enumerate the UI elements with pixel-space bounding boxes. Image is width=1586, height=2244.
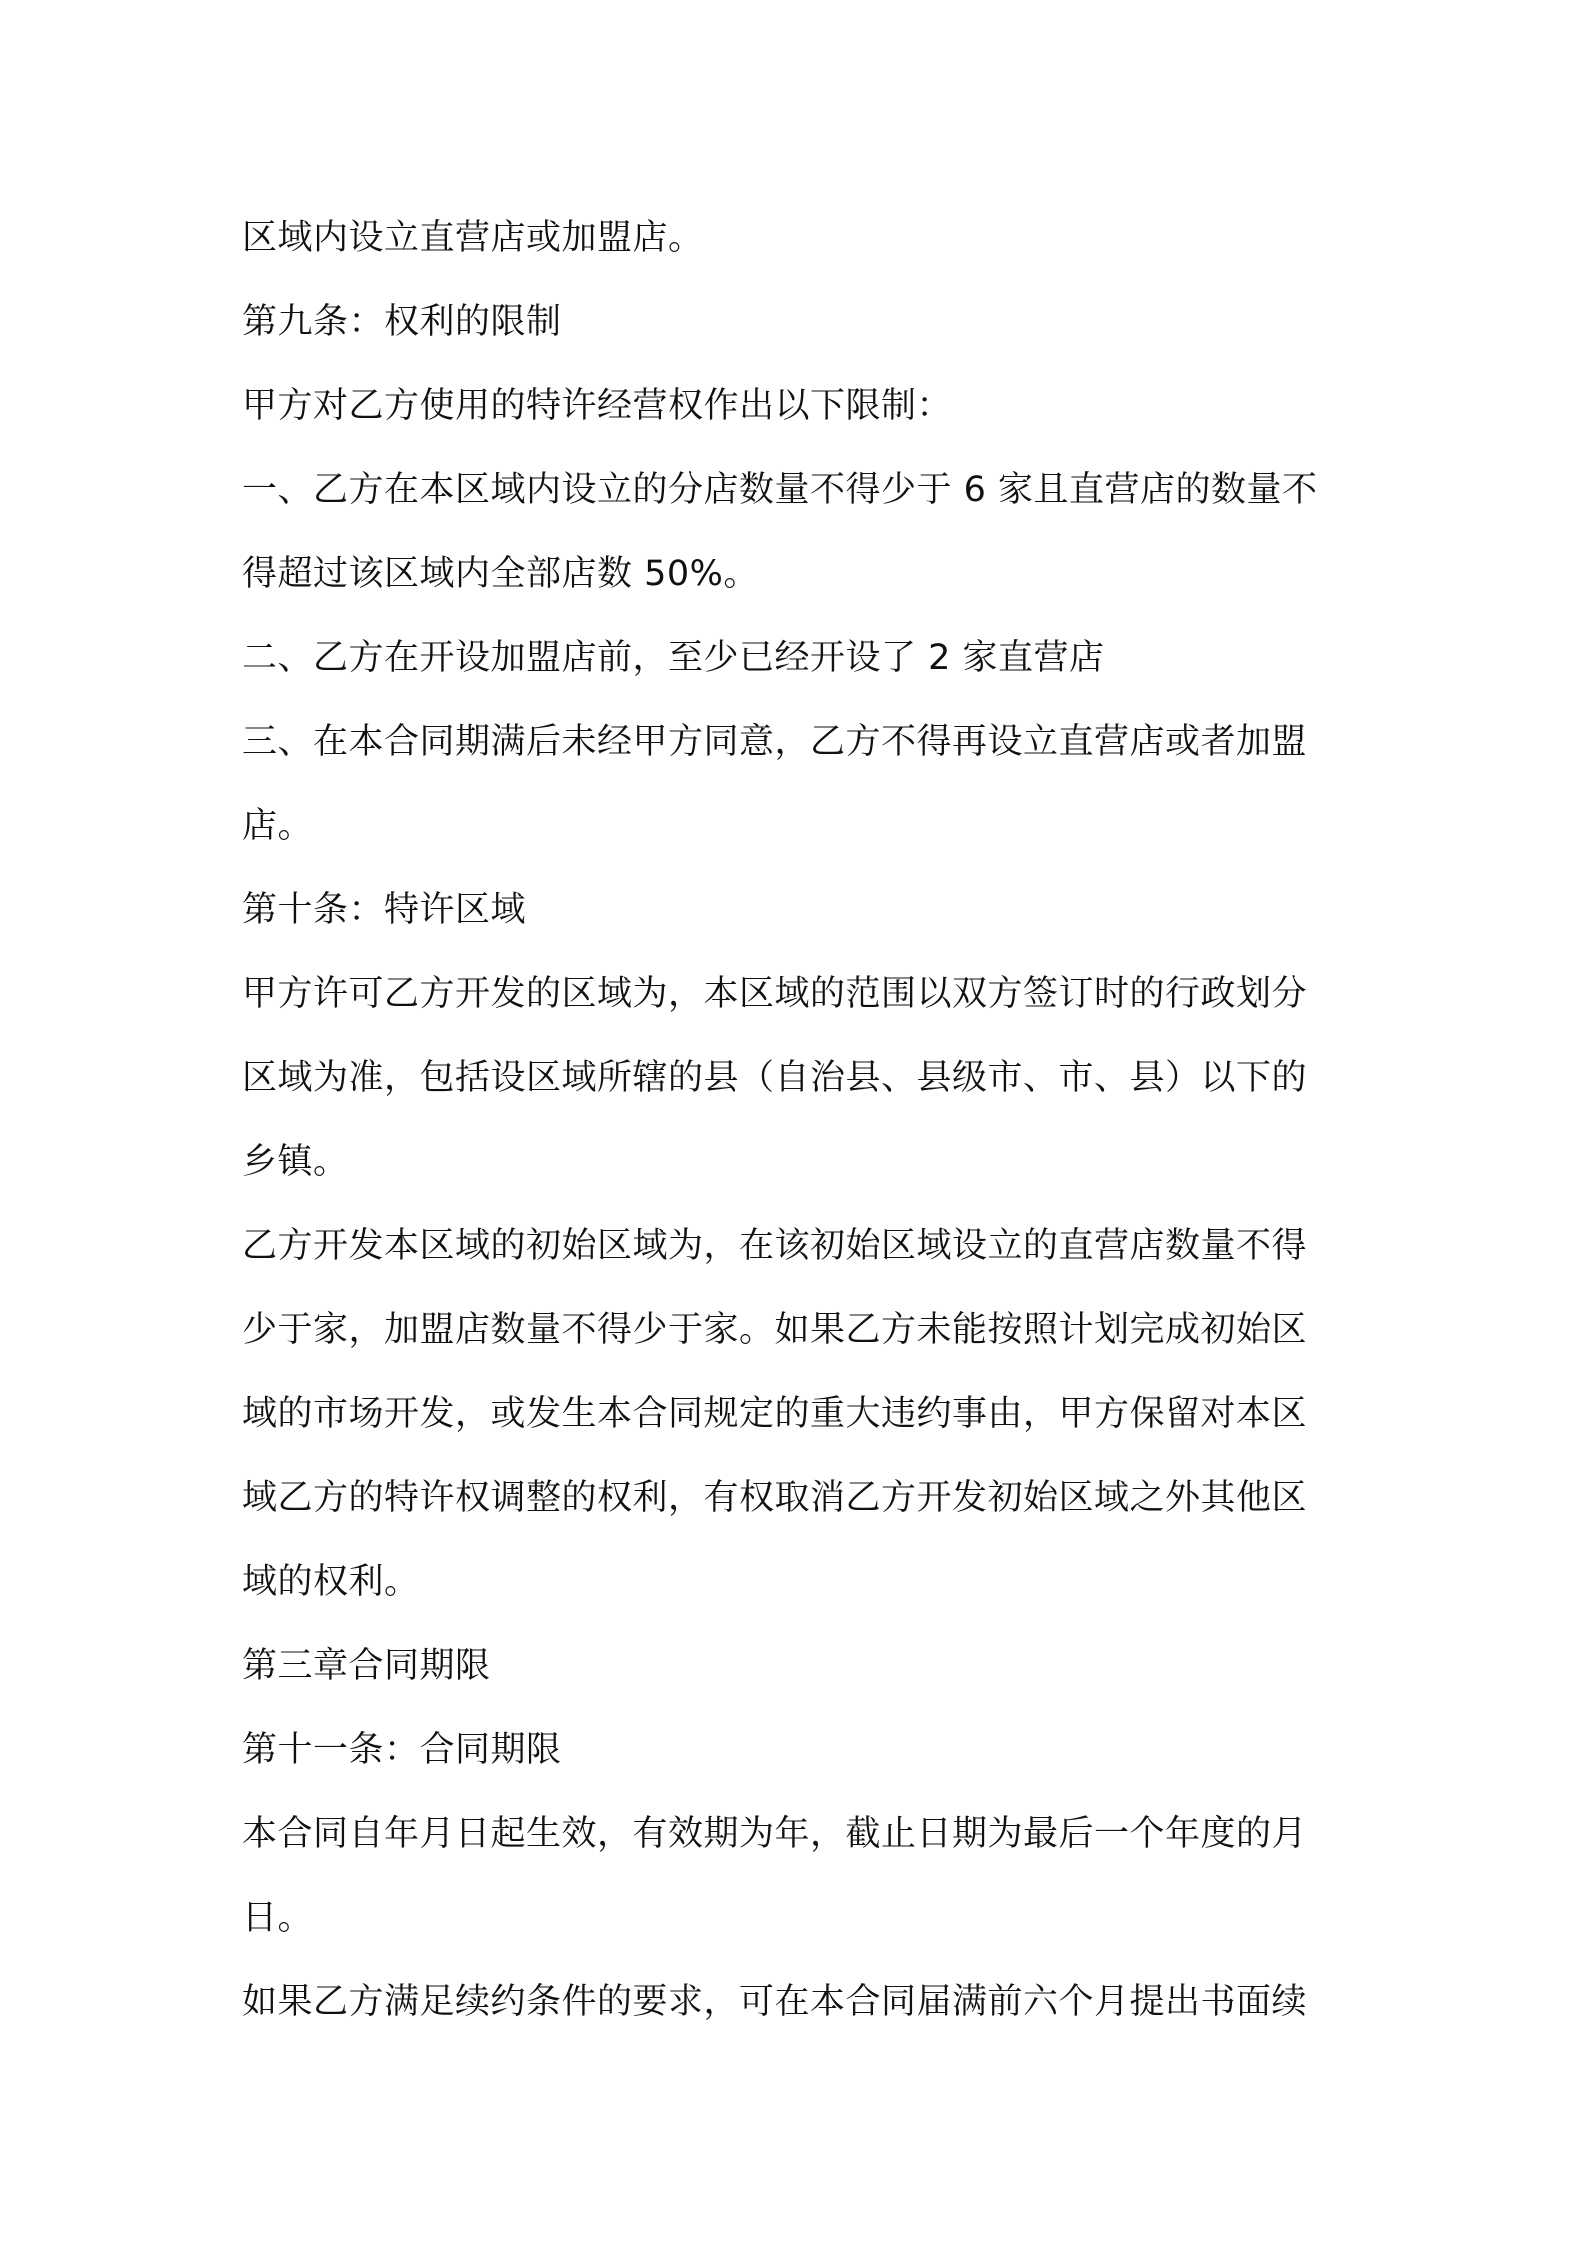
- text-line: 本合同自年月日起生效，有效期为年，截止日期为最后一个年度的月: [242, 1814, 1308, 1854]
- text-line: 域的市场开发，或发生本合同规定的重大违约事由，甲方保留对本区: [242, 1394, 1308, 1434]
- text-line: 日。: [242, 1898, 314, 1938]
- text-line: 甲方许可乙方开发的区域为，本区域的范围以双方签订时的行政划分: [242, 974, 1308, 1014]
- text-line: 二、乙方在开设加盟店前，至少已经开设了 2 家直营店: [242, 638, 1105, 678]
- text-line: 乡镇。: [242, 1142, 349, 1182]
- text-line: 店。: [242, 806, 314, 846]
- article-heading: 第十条：特许区域: [242, 890, 527, 930]
- text-line: 三、在本合同期满后未经甲方同意，乙方不得再设立直营店或者加盟: [242, 722, 1308, 762]
- text-line: 域的权利。: [242, 1562, 420, 1602]
- document-body: [242, 196, 1362, 2044]
- chapter-heading: 第三章合同期限: [242, 1646, 491, 1686]
- article-heading: 第十一条：合同期限: [242, 1730, 562, 1770]
- text-line: 区域内设立直营店或加盟店。: [242, 218, 704, 258]
- text-line: 如果乙方满足续约条件的要求，可在本合同届满前六个月提出书面续: [242, 1982, 1308, 2022]
- article-heading: 第九条：权利的限制: [242, 302, 562, 342]
- text-line: 少于家，加盟店数量不得少于家。如果乙方未能按照计划完成初始区: [242, 1310, 1308, 1350]
- text-line: 域乙方的特许权调整的权利，有权取消乙方开发初始区域之外其他区: [242, 1478, 1308, 1518]
- text-line: 甲方对乙方使用的特许经营权作出以下限制：: [242, 386, 953, 426]
- text-line: 乙方开发本区域的初始区域为，在该初始区域设立的直营店数量不得: [242, 1226, 1308, 1266]
- text-line: 区域为准，包括设区域所辖的县（自治县、县级市、市、县）以下的: [242, 1058, 1308, 1098]
- text-line: 得超过该区域内全部店数 50%。: [242, 554, 759, 594]
- text-line: 一、乙方在本区域内设立的分店数量不得少于 6 家且直营店的数量不: [242, 470, 1318, 510]
